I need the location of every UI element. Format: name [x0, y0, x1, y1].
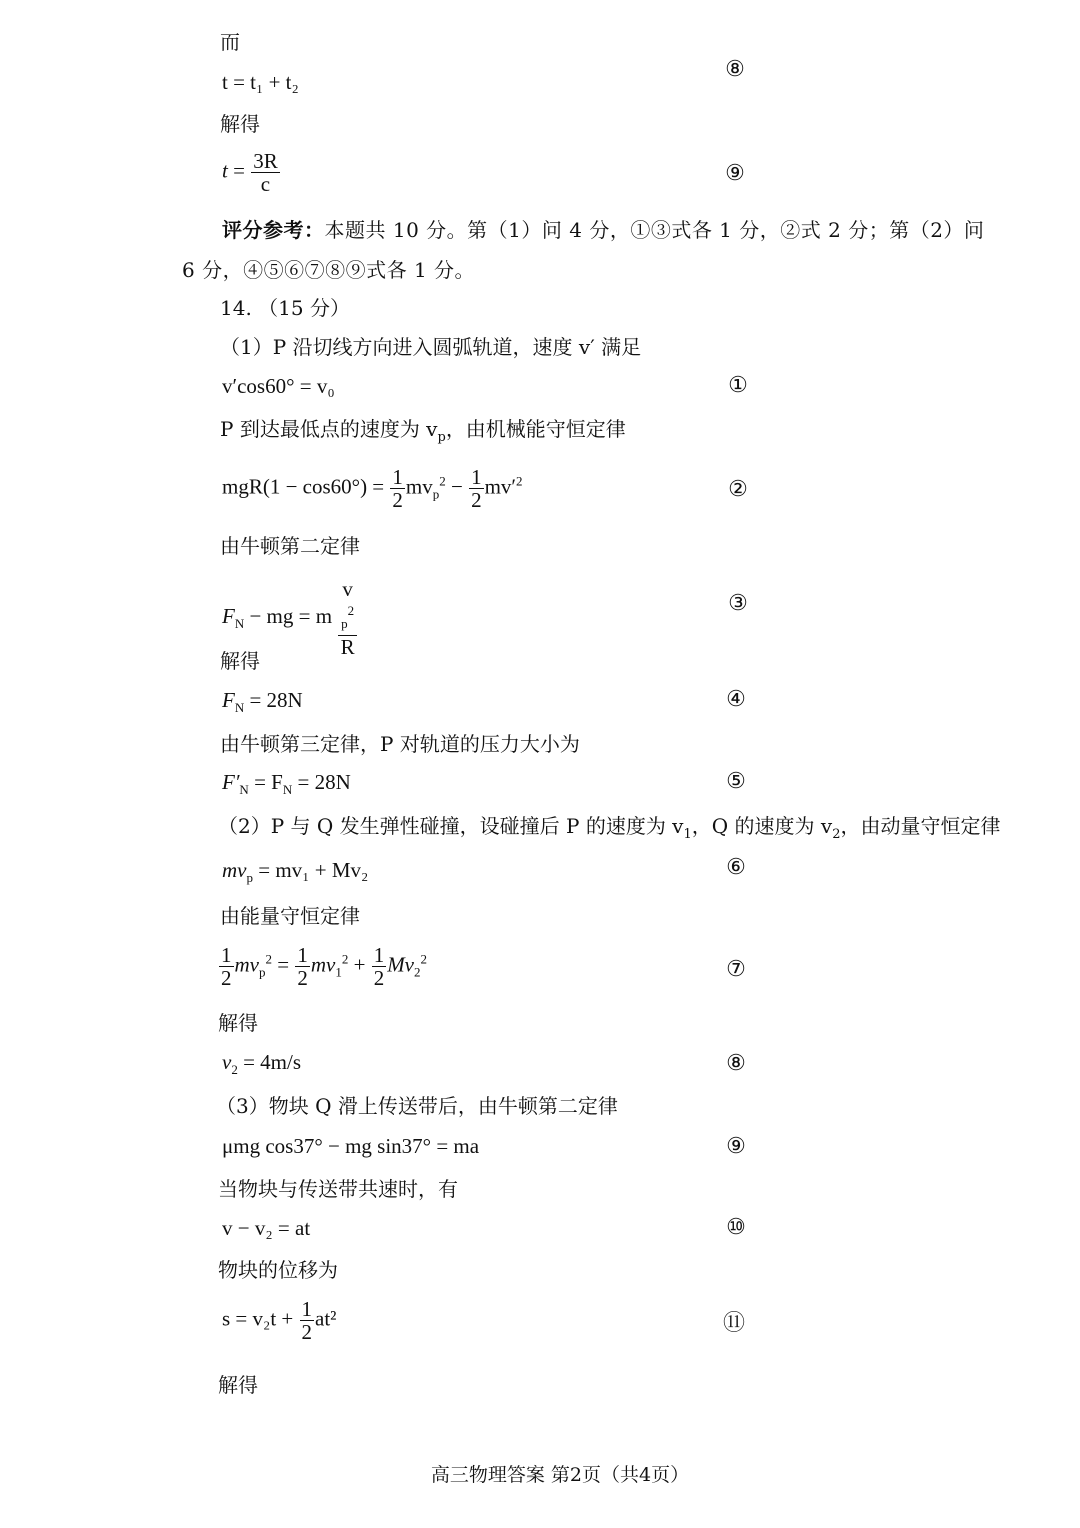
text-lowest-point: P 到达最低点的速度为 $v_p$，由机械能守恒定律 [220, 417, 626, 445]
scoring-note-line2: 6 分，④⑤⑥⑦⑧⑨式各 1 分。 [182, 258, 476, 282]
equation-9: μmg cos37° − mg sin37° = ma [222, 1134, 480, 1158]
scoring-note-line1 [222, 218, 984, 242]
equation-3: $F_N$ − mg = m v $_p^2$ R [222, 578, 358, 658]
marker-11: ⑪ [722, 1311, 745, 1336]
text-common-speed: 当物块与传送带共速时，有 [218, 1177, 458, 1201]
marker-5: ⑤ [726, 769, 746, 794]
text-newton-second: 由牛顿第二定律 [220, 534, 360, 558]
marker-3: ③ [728, 591, 748, 616]
part-1-intro: （1）P 沿切线方向进入圆弧轨道，速度 v′ 满足 [220, 335, 642, 359]
marker-10: ⑩ [726, 1215, 746, 1240]
text-energy-conservation: 由能量守恒定律 [220, 904, 360, 928]
marker-1: ① [728, 373, 748, 398]
text-jiede-1: 解得 [220, 112, 260, 136]
marker-9b: ⑨ [726, 1134, 746, 1159]
text-jiede-3: 解得 [218, 1011, 258, 1035]
equation-7: $\frac{1}{2}$ $mv_p^2$ = $\frac{1}{2}$ $mv_1^2$ + $\frac{1}{2}$ $Mv_2^2$ [221, 943, 428, 990]
text-jiede-4: 解得 [218, 1373, 258, 1397]
marker-2: ② [728, 477, 748, 502]
text-displacement: 物块的位移为 [218, 1258, 338, 1282]
marker-8b: ⑧ [726, 1051, 746, 1076]
page-footer: 高三物理答案 第2页（共4页） [430, 1464, 690, 1486]
equation-4: $F_N = 28N$ [222, 688, 303, 716]
equation-5: $F'_N = F_N = 28N$ [222, 770, 351, 798]
text-newton-third: 由牛顿第三定律，P 对轨道的压力大小为 [220, 732, 580, 756]
text-jiede-2: 解得 [220, 649, 260, 673]
marker-6: ⑥ [726, 855, 746, 880]
scoring-text-1: 本题共 10 分。第（1）问 4 分，①③式各 1 分，②式 2 分；第（2）问 [324, 218, 985, 242]
scoring-label: 评分参考： [222, 218, 325, 242]
equation-t-sum: t = t₁ + t₂ [222, 70, 299, 94]
marker-7: ⑦ [726, 957, 746, 982]
fraction-3r-c: $\frac{3R}{c}$ [253, 149, 278, 196]
part-2-intro: （2）P 与 Q 发生弹性碰撞，设碰撞后 P 的速度为 $v_1$，Q 的速度为 $v_2$，由动量守恒定律 [218, 814, 1001, 842]
equation-t-result: t = $\frac{3R}{c}$ [222, 149, 278, 196]
part-3-intro: （3）物块 Q 滑上传送带后，由牛顿第二定律 [216, 1094, 618, 1118]
equation-11: s = v₂t + $\frac{1}{2}$ at² [222, 1297, 337, 1344]
equation-10: v − v₂ = at [222, 1216, 311, 1240]
text-er: 而 [220, 30, 240, 54]
equation-2: mgR(1 − cos60°) = $\frac{1}{2}$ $mv_p^2$ − $\frac{1}{2}$ $mv'^2$ [222, 465, 523, 512]
question-14-heading: 14. （15 分） [220, 296, 350, 320]
equation-6: $mv_p = mv_1 + Mv_2$ [222, 858, 369, 886]
equation-1: v′cos60° = v₀ [222, 374, 335, 398]
marker-4: ④ [726, 687, 746, 712]
marker-9a: ⑨ [725, 161, 745, 186]
equation-8: $v_2 = 4m/s$ [222, 1050, 302, 1078]
marker-8a: ⑧ [725, 57, 745, 82]
